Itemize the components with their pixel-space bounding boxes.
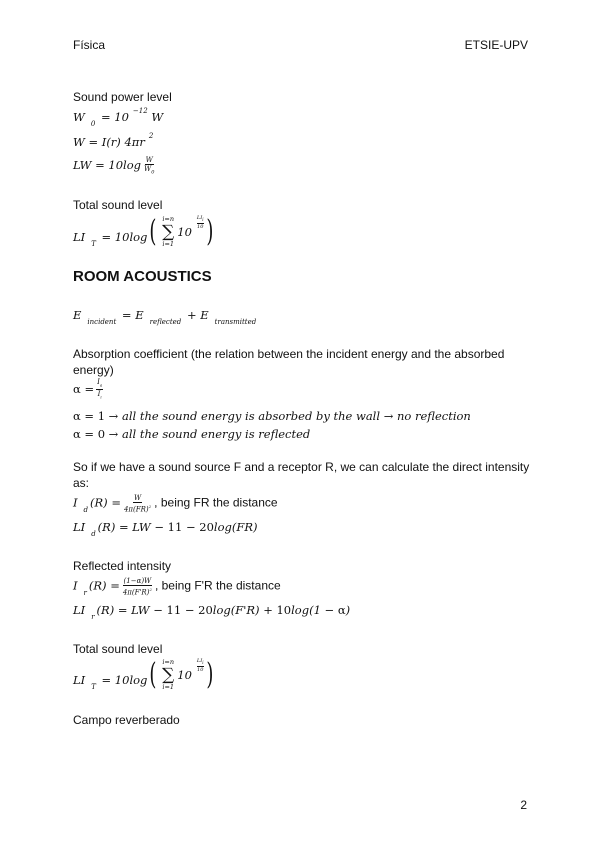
header-left: Física [73,38,106,52]
total-sound-label-2: Total sound level [73,642,163,656]
absorption-text: Absorption coefficient (the relation between the incident energy and the absorbed energy) [73,347,505,377]
source-text: So if we have a sound source F and a receptor R, we can calculate the direct intensity as: [73,460,530,490]
formula-alpha-0: α = 0 → all the sound energy is reflected [73,427,311,441]
formula-lid: LI $_d$ (R) = LW − 11 − 20log(FR) [73,520,258,538]
formula-alpha-1: α = 1 → all the sound energy is absorbed by the wall → no reflection [73,409,471,423]
header-right: ETSIE-UPV [464,38,528,52]
formula-id: I $_d$ (R) = $\frac{W}{4\pi(FR)^2}$ , being FR the distance [73,494,278,514]
total-sound-label-1: Total sound level [73,198,163,212]
formula-total-2: LI $_T$ = 10log ( i=n ∑ i=1 10 $LI_i$ 10 ) [73,657,213,692]
page-number: 2 [520,798,527,812]
sound-power-label: Sound power level [73,90,172,104]
formula-lw: LW = 10log $\frac{W}{W_0}$ [73,156,155,176]
room-acoustics-heading: ROOM ACOUSTICS [73,268,212,285]
campo-reverberado: Campo reverberado [73,713,180,727]
being-fr-text: , being FR the distance [154,495,278,510]
formula-w: W = I(r) 4πr $^2$ [73,132,154,149]
formula-alpha: α = $\frac{I_a}{I_i}$ [73,378,103,400]
formula-total-1: LI $_T$ = 10log ( i=n ∑ i=1 10 $LI_i$ 10 ) [73,214,213,249]
formula-w0: W $_0$ = 10 $^{-12}$ W [73,107,164,128]
formula-energy: E $_{incident}$ = E $_{reflected}$ + E $_{transmitted}$ [73,308,257,326]
formula-ir: I $_r$ (R) = $\frac{(1-\alpha)W}{4\pi(F'R)^2}$ , being F'R the distance [73,577,281,597]
being-fpr-text: , being F'R the distance [154,578,281,593]
reflected-label: Reflected intensity [73,559,172,573]
formula-lir: LI $_r$ (R) = LW − 11 − 20log(F'R) + 10log(1 − α) [73,603,351,621]
